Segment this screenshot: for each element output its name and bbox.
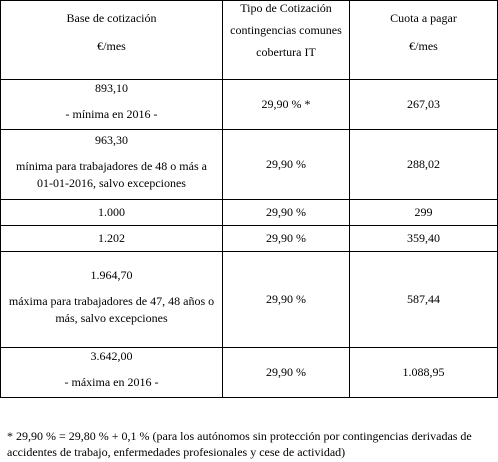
base-note: mínima para trabajadores de 48 o más a — [16, 158, 207, 173]
cuota-cell: 1.088,95 — [350, 348, 498, 398]
base-cell — [1, 226, 223, 252]
table-row — [1, 80, 498, 130]
base-cell — [1, 200, 223, 226]
header-tipo-line3: cobertura IT — [256, 45, 316, 59]
base-note: - mínima en 2016 - — [65, 107, 158, 121]
tipo-cell: 29,90 % — [223, 130, 350, 200]
header-base — [1, 1, 223, 80]
table-row — [1, 348, 498, 398]
header-cuota-title: Cuota a pagar — [390, 11, 457, 25]
cuota-cell: 359,40 — [350, 226, 498, 252]
header-tipo — [223, 1, 350, 80]
base-note: máxima para trabajadores de 47, 48 años o — [8, 293, 215, 308]
table-header-row — [1, 1, 498, 80]
cuota-cell: 587,44 — [350, 252, 498, 348]
table-row — [1, 252, 498, 348]
cuota-cell: 299 — [350, 200, 498, 226]
header-tipo-line2: contingencias comunes — [230, 23, 342, 37]
base-cell — [1, 80, 223, 130]
base-value: 3.642,00 — [90, 349, 133, 363]
cuota-cell: 267,03 — [350, 80, 498, 130]
header-cuota — [350, 1, 498, 80]
tipo-cell: 29,90 % * — [223, 80, 350, 130]
tipo-cell: 29,90 % — [223, 226, 350, 252]
base-note: - máxima en 2016 - — [64, 375, 159, 389]
base-cell — [1, 348, 223, 398]
base-value: 1.000 — [98, 205, 125, 219]
footnote-line-1: * 29,90 % = 29,80 % + 0,1 % (para los autónomos sin protección por contingencias derivadas de — [7, 429, 472, 443]
header-tipo-line1: Tipo de Cotización — [240, 1, 332, 15]
cuota-cell: 288,02 — [350, 130, 498, 200]
header-base-unit: €/mes — [97, 39, 126, 53]
tipo-cell: 29,90 % — [223, 348, 350, 398]
base-cell — [1, 252, 223, 348]
base-value: 1.202 — [98, 231, 125, 245]
table-row — [1, 130, 498, 200]
footnote — [7, 428, 495, 460]
tipo-cell: 29,90 % — [223, 252, 350, 348]
base-value: 1.964,70 — [90, 267, 133, 282]
table-row — [1, 226, 498, 252]
base-cell — [1, 130, 223, 200]
base-value: 893,10 — [95, 81, 128, 95]
footnote-line-2: accidentes de trabajo, enfermedades profesionales y cese de actividad) — [7, 445, 346, 459]
header-base-title: Base de cotización — [66, 11, 157, 25]
header-cuota-unit: €/mes — [409, 39, 438, 53]
base-note-2: más, salvo excepciones — [55, 310, 168, 325]
base-value: 963,30 — [95, 132, 128, 147]
tipo-cell: 29,90 % — [223, 200, 350, 226]
table-row — [1, 200, 498, 226]
base-note-2: 01-01-2016, salvo excepciones — [37, 175, 186, 190]
